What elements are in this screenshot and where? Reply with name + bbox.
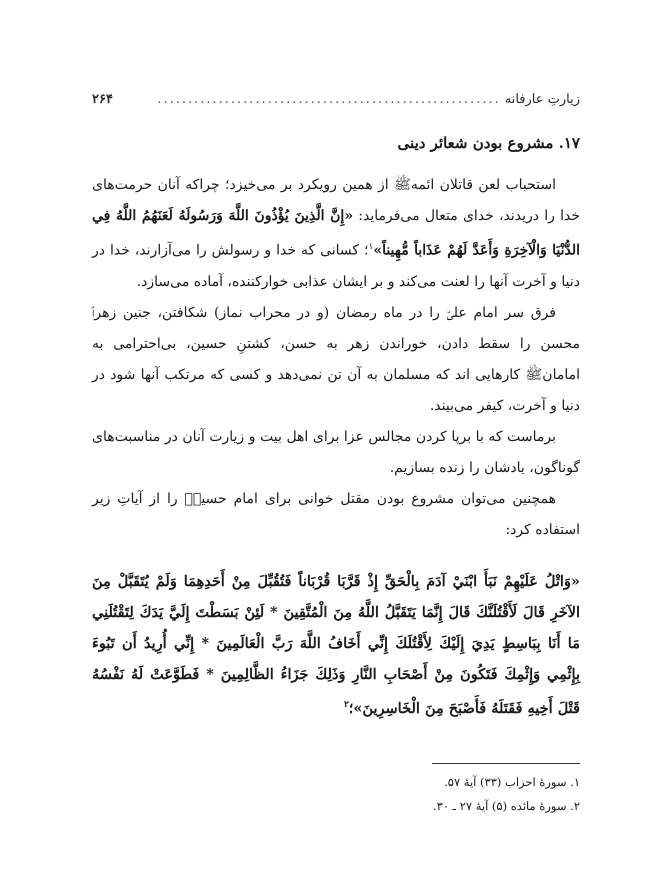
body-text [92, 170, 580, 546]
footnote-1: ۱. سورهٔ احزاب (۳۳) آیهٔ ۵۷. [444, 775, 580, 789]
header-dot-leader: ........................................................ [157, 92, 501, 107]
footnote-ref-2[interactable]: ۲ [343, 700, 349, 710]
verse-tail: ؛ [348, 699, 354, 717]
paragraph-4: همچنین می‌توان مشروع بودن مقتل خوانی برای امام حسینؑ را از آیاتِ زیر استفاده کرد: [92, 490, 580, 538]
quran-verse-block [92, 566, 580, 724]
quran-verse-text: «وَاتْلُ عَلَيْهِمْ نَبَأَ ابْنَيْ آدَمَ بِالْحَقِّ إِذْ قَرَّبَا قُرْبَاناً فَتُقُبِّلَ مِنْ أَحَدِهِمَا وَلَمْ يُتَقَبَّلْ مِنَ الآخَرِ قَالَ لَأَقْتُلَنَّكَ قَالَ إِنَّمَا يَتَقَبَّلُ اللَّهُ مِنَ الْمُتَّقِينَ * لَئِنْ بَسَطْتَ إِلَيَّ يَدَكَ لِتَقْتُلَنِي مَا أَنَا بِبَاسِطٍ يَدِيَ إِلَيْكَ لِأَقْتُلَكَ إِنِّي أَخَافُ اللَّهَ رَبَّ الْعَالَمِينَ * إِنِّي أُرِيدُ أَن تَبُوءَ بِإِثْمِي وَإِثْمِكَ فَتَكُونَ مِنْ أَصْحَابِ النَّارِ وَذَلِكَ جَزَاءُ الظَّالِمِينَ * فَطَوَّعَتْ لَهُ نَفْسُهُ قَتْلَ أَخِيهِ فَقَتَلَهُ فَأَصْبَحَ مِنَ الْخَاسِرِينَ» [92, 573, 580, 717]
footnotes [92, 770, 580, 818]
footnote-ref-1[interactable]: ۱ [368, 242, 374, 252]
running-header [92, 92, 580, 114]
paragraph-1-translation: ؛ کسانی که خدا و رسولش را می‌آزارند، خدا در دنیا و آخرت آنها را لعنت می‌کند و بر ایشان عذابی خوارکننده، آماده می‌سازد. [92, 242, 580, 290]
section-heading: ۱۷. مشروع بودن شعائر دینی [397, 134, 580, 152]
quran-quote: «إِنَّ الَّذِينَ يُؤْذُونَ اللَّهَ وَرَسُولَهُ لَعَنَهُمُ اللَّهُ فِي الدُّنْيَا وَالْآخِرَةِ وَأَعَدَّ لَهُمْ عَذَاباً مُّهِيناً» [92, 208, 581, 259]
paragraph-3: برماست که با برپا کردن مجالس عزا برای اهل بیت و زیارت آنان در مناسبت‌های گوناگون، یادشان را زنده بسازیم. [92, 428, 580, 476]
paragraph-2: فرق سر امام علیؑ را در ماه رمضان (و در محراب نماز) شکافتن، جنین زهراؑ محسن را سقط دادن، خوراندن زهر به حسن، کشتنِ حسین، بی‌احترامی به امامانﷺ کارهایی اند که مسلمان به آن تن نمی‌دهد و کسی که مرتکب آنها شود در دنیا و آخرت، کیفر می‌بیند. [92, 304, 580, 414]
paragraph-1 [92, 170, 580, 298]
footnote-2: ۲. سورهٔ مائده (۵) آیهٔ ۲۷ ـ ۳۰. [433, 799, 580, 813]
footnote-divider [432, 763, 580, 764]
book-title: زیارتِ عارفانه [504, 92, 580, 107]
paragraph-1-intro: استحباب لعن قاتلان ائمهﷺ از همین رویکرد بر می‌خیزد؛ چراکه آنان حرمت‌های خدا را دریدند، خدای متعال می‌فرماید: [92, 177, 580, 224]
page-number: ۲۶۴ [92, 92, 113, 107]
